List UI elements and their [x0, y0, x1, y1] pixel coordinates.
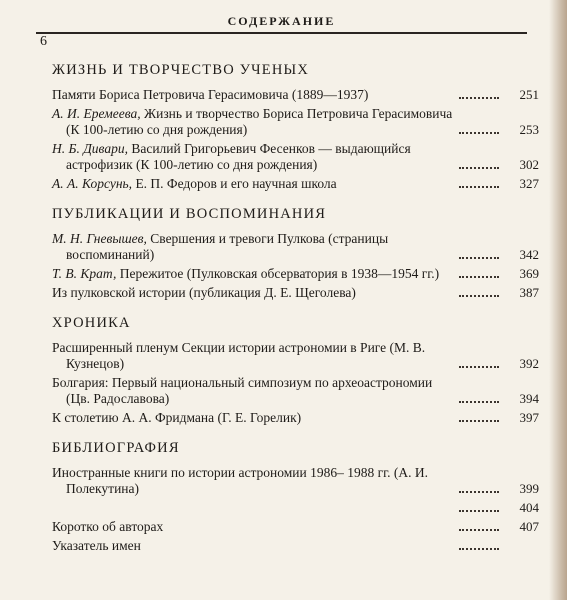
- entry-title: Из пулковской истории (публикация Д. Е. Щеголева): [52, 285, 356, 300]
- entry-title: Болгария: Первый национальный симпозиум по археоастрономии (Цв. Радославова): [52, 375, 433, 406]
- entry-page-number: 392: [519, 356, 539, 371]
- toc-entry: [52, 410, 539, 426]
- dot-leader: [459, 166, 499, 169]
- toc-entry: [52, 231, 539, 263]
- toc-section: [52, 62, 539, 192]
- dot-leader: [459, 185, 499, 188]
- entry-text-block: [52, 141, 453, 173]
- entry-text-block: [52, 410, 453, 426]
- entry-page-number: 399: [519, 481, 539, 496]
- entry-title: Свершения и тревоги Пулкова (страницы воспоминаний): [66, 231, 389, 262]
- dot-leader: [459, 490, 499, 493]
- entry-author: М. Н. Гневышев,: [52, 231, 147, 246]
- toc-entry: [52, 519, 539, 535]
- toc-section: [52, 315, 539, 426]
- toc-entry: [52, 87, 539, 103]
- section-title: ПУБЛИКАЦИИ И ВОСПОМИНАНИЯ: [52, 206, 327, 222]
- dot-leader: [459, 509, 499, 512]
- entry-title: Иностранные книги по истории астрономии 1986– 1988 гг. (А. И. Полекутина): [52, 465, 429, 496]
- entry-list: [52, 87, 539, 192]
- entry-list: [52, 340, 539, 426]
- toc-entry: [52, 176, 539, 192]
- toc-entry: [52, 266, 539, 282]
- dot-leader: [459, 256, 499, 259]
- toc-entry: [52, 500, 539, 516]
- toc-section: [52, 440, 539, 554]
- entry-author: Т. В. Крат,: [52, 266, 117, 281]
- dot-leader: [459, 547, 499, 550]
- entry-text-block: [52, 465, 453, 497]
- entry-list: [52, 231, 539, 301]
- entry-page-number: 387: [519, 285, 539, 300]
- entry-list: [52, 465, 539, 554]
- entry-text-block: [52, 266, 453, 282]
- entry-title: Е. П. Федоров и его научная школа: [135, 176, 337, 191]
- running-head: [36, 10, 527, 34]
- entry-text-block: [52, 375, 453, 407]
- dot-leader: [459, 419, 499, 422]
- page-number: 6: [40, 34, 47, 49]
- entry-title: Жизнь и творчество Бориса Петровича Герасимовича (К 100-летию со дня рождения): [66, 106, 453, 137]
- dot-leader: [459, 365, 499, 368]
- entry-page-number: 327: [519, 176, 539, 191]
- entry-text-block: [52, 340, 453, 372]
- entry-title: К столетию А. А. Фридмана (Г. Е. Горелик): [52, 410, 302, 425]
- entry-text-block: [52, 106, 453, 138]
- table-of-contents: [52, 62, 539, 568]
- entry-author: А. И. Еремеева,: [52, 106, 141, 121]
- entry-text-block: [52, 519, 453, 535]
- running-title: СОДЕРЖАНИЕ: [227, 14, 336, 28]
- toc-entry: [52, 340, 539, 372]
- entry-page-number: 404: [519, 500, 539, 515]
- toc-entry: [52, 538, 539, 554]
- dot-leader: [459, 96, 499, 99]
- entry-page-number: 342: [519, 247, 539, 262]
- entry-title: Указатель имен: [52, 538, 141, 553]
- entry-text-block: [52, 538, 453, 554]
- entry-page-number: 397: [519, 410, 539, 425]
- entry-title: Пережитое (Пулковская обсерватория в 1938—1954 гг.): [119, 266, 440, 281]
- entry-text-block: [52, 87, 453, 103]
- dot-leader: [459, 528, 499, 531]
- entry-text-block: [52, 231, 453, 263]
- section-title: ЖИЗНЬ И ТВОРЧЕСТВО УЧЕНЫХ: [52, 62, 310, 78]
- dot-leader: [459, 294, 499, 297]
- toc-entry: [52, 465, 539, 497]
- toc-entry: [52, 141, 539, 173]
- entry-page-number: 302: [519, 157, 539, 172]
- toc-entry: [52, 106, 539, 138]
- section-title: БИБЛИОГРАФИЯ: [52, 440, 180, 456]
- entry-page-number: 407: [519, 519, 539, 534]
- entry-title: Памяти Бориса Петровича Герасимовича (1889—1937): [52, 87, 369, 102]
- dot-leader: [459, 275, 499, 278]
- dot-leader: [459, 131, 499, 134]
- toc-entry: [52, 375, 539, 407]
- entry-title: Коротко об авторах: [52, 519, 164, 534]
- entry-page-number: 394: [519, 391, 539, 406]
- entry-title: Василий Григорьевич Фесенков — выдающийся астрофизик (К 100-летию со дня рождения): [66, 141, 411, 172]
- entry-page-number: 369: [519, 266, 539, 281]
- toc-section: [52, 206, 539, 301]
- entry-text-block: [52, 285, 453, 301]
- entry-author: А. А. Корсунь,: [52, 176, 133, 191]
- entry-title: Расширенный пленум Секции истории астрономии в Риге (М. В. Кузнецов): [52, 340, 426, 371]
- dot-leader: [459, 400, 499, 403]
- page-edge-shadow: [549, 0, 567, 600]
- toc-entry: [52, 285, 539, 301]
- entry-page-number: 251: [519, 87, 539, 102]
- section-title: ХРОНИКА: [52, 315, 131, 331]
- entry-page-number: 253: [519, 122, 539, 137]
- entry-author: Н. Б. Дивари,: [52, 141, 128, 156]
- entry-text-block: [52, 176, 453, 192]
